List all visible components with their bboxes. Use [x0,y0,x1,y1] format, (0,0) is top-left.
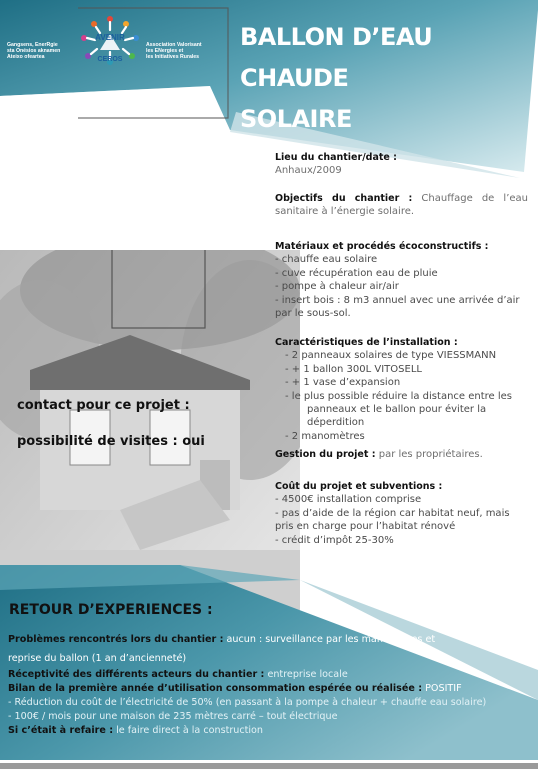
materiaux-section [275,240,528,320]
objectifs-value: Chauffage de l’eau sanitaire à l’énergie solaire. [275,193,528,218]
gestion-value: par les propriétaires. [378,449,483,460]
list-item: - pompe à chaleur air/air [275,281,399,293]
list-item: - 2 manomètres [285,430,365,442]
bilan-value: POSITIF [425,683,462,694]
refaire-label: Si c’était à refaire : [8,725,114,736]
logo-arc-text: AVENIR [95,33,125,42]
problemes-value: aucun : surveillance par les manomètres et [226,634,436,645]
materiaux-label: Matériaux et procédés écoconstructifs : [275,241,489,252]
title-line-1: BALLON D’EAU CHAUDE [240,23,433,92]
cout-section [275,480,528,547]
receptivite-value: entreprise locale [267,669,348,680]
objectifs-label: Objectifs du chantier : [275,193,413,204]
gestion-section [275,448,528,461]
caracteristiques-section [275,336,528,443]
contact-label: contact pour ce projet : [17,398,190,413]
retour-section [8,633,528,738]
problemes-value-2: reprise du ballon (1 an d’ancienneté) [8,653,187,664]
retour-heading: RETOUR D’EXPERIENCES : [9,602,213,618]
bilan-line-3: - 100€ / mois pour une maison de 235 mètres carré – tout électrique [8,711,338,722]
list-item: - crédit d’impôt 25-30% [275,534,394,546]
logo-right-text [146,42,216,61]
logo-left-text [7,42,73,61]
logo-left-line: Ateixo ofeartea [7,54,45,61]
logo-right-line: les ENergies et [146,48,184,55]
cout-list [275,493,528,547]
page-title [240,17,530,140]
caracteristiques-label: Caractéristiques de l’installation : [275,337,458,348]
list-item: - 2 panneaux solaires de type VIESSMANN [285,350,497,362]
house-photo [0,250,300,610]
footer-bar [0,763,538,769]
refaire-value: le faire direct à la construction [116,725,264,736]
visites-label: possibilité de visites : oui [17,434,205,449]
logo-arc-text-bottom: CEROS [97,56,123,63]
materiaux-list [275,253,528,320]
list-item: - + 1 vase d’expansion [285,377,401,389]
bilan-label: Bilan de la première année d’utilisation consommation espérée ou réalisée : [8,683,423,694]
avenir-logo [74,10,146,72]
list-item: - le plus possible réduire la distance entre les panneaux et le ballon pour éviter la déperdition [285,390,513,429]
list-item: - insert bois : 8 m3 annuel avec une arrivée d’air par le sous-sol. [275,294,520,320]
lieu-value: Anhaux/2009 [275,165,342,177]
logo-right-line: les Initiatives Rurales [146,54,200,61]
cout-label: Coût du projet et subventions : [275,481,443,492]
list-item: - 4500€ installation comprise [275,494,422,506]
list-item: - pas d’aide de la région car habitat neuf, mais pris en charge pour l’habitat rénové [275,507,510,533]
logo-right-line: Association Valorisant [146,42,202,48]
logo-left-line: sta Onésios aknamen [7,48,61,55]
bilan-line-2: - Réduction du coût de l’électricité de 50% (en passant à la pompe à chaleur + chauffe eau solaire) [8,697,487,708]
list-item: - chauffe eau solaire [275,254,378,266]
logo-left-line: Gangsens, EnerRgie [7,42,58,48]
list-item: - cuve récupération eau de pluie [275,267,438,279]
objectifs-section [275,192,528,219]
lieu-section [275,151,528,178]
receptivite-label: Réceptivité des différents acteurs du chantier : [8,669,265,680]
title-line-2: SOLAIRE [240,105,352,133]
problemes-label: Problèmes rencontrés lors du chantier : [8,634,224,645]
caracteristiques-list [275,349,528,443]
lieu-label: Lieu du chantier/date : [275,152,397,163]
list-item: - + 1 ballon 300L VITOSELL [285,363,422,375]
gestion-label: Gestion du projet : [275,449,376,460]
